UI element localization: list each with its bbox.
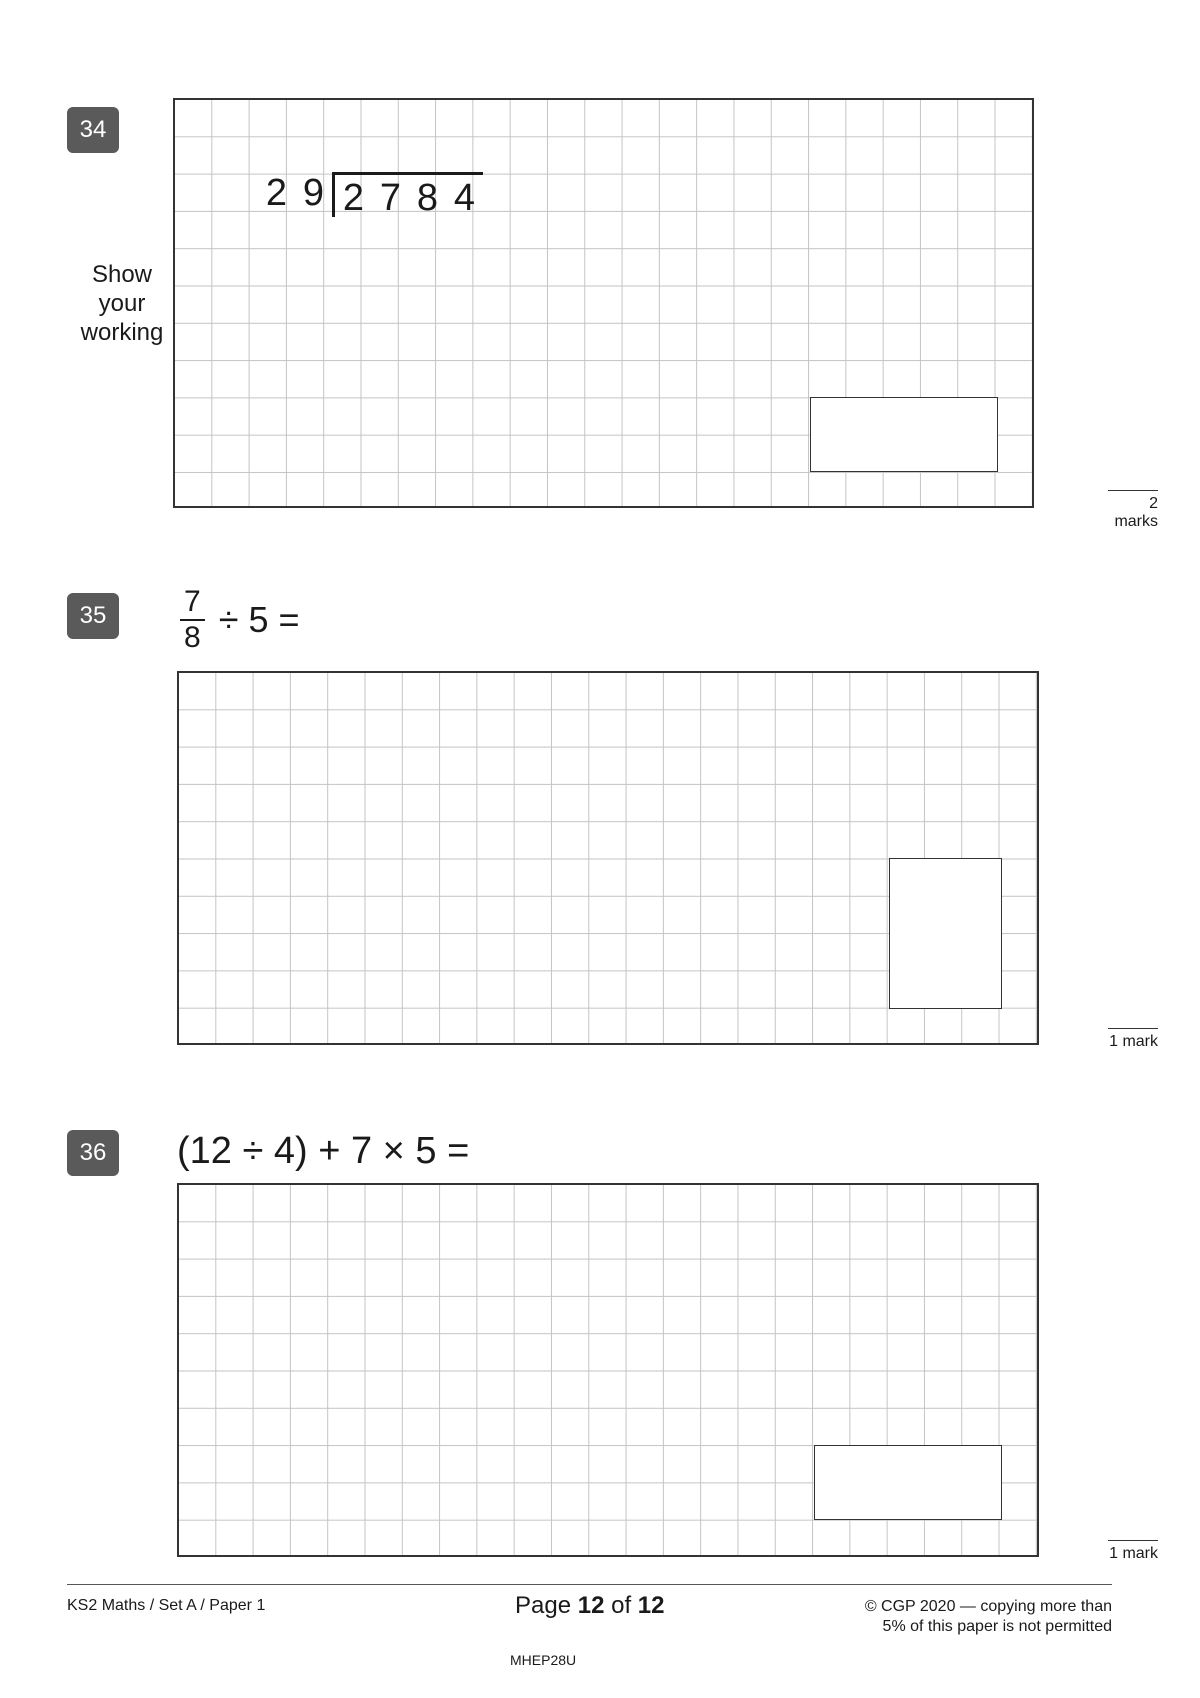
divisor-digit: 9 bbox=[302, 172, 325, 214]
question-35-expression bbox=[180, 585, 300, 655]
marks-rule bbox=[1108, 1028, 1158, 1029]
marks-34 bbox=[1102, 490, 1158, 531]
page-total: 12 bbox=[637, 1592, 665, 1619]
marks-rule bbox=[1108, 490, 1158, 491]
page-prefix: Page bbox=[515, 1592, 578, 1619]
page-current: 12 bbox=[577, 1592, 605, 1619]
marks-rule bbox=[1108, 1540, 1158, 1541]
marks-36 bbox=[1102, 1540, 1158, 1563]
marks-label: 1 mark bbox=[1109, 1545, 1158, 1562]
page-indicator bbox=[515, 1592, 664, 1620]
marks-label: 2 marks bbox=[1114, 495, 1158, 530]
dividend-digit: 7 bbox=[379, 177, 402, 219]
show-working-label bbox=[72, 260, 172, 347]
question-number-35: 35 bbox=[67, 593, 119, 639]
dividend-digit: 4 bbox=[453, 177, 476, 219]
page-of: of bbox=[604, 1592, 638, 1619]
copyright-line-2: 5% of this paper is not permitted bbox=[882, 1618, 1112, 1635]
question-36-expression: (12 ÷ 4) + 7 × 5 = bbox=[177, 1130, 470, 1172]
dividend-digit: 8 bbox=[416, 177, 439, 219]
divisor-digit: 2 bbox=[265, 172, 288, 214]
fraction-denominator: 8 bbox=[184, 621, 201, 654]
fraction-numerator: 7 bbox=[180, 585, 205, 621]
answer-box-34[interactable] bbox=[810, 397, 998, 472]
footer-paper-title: KS2 Maths / Set A / Paper 1 bbox=[67, 1597, 266, 1614]
division-bracket bbox=[332, 172, 483, 217]
expression-rest: ÷ 5 = bbox=[218, 599, 300, 640]
question-number-34: 34 bbox=[67, 107, 119, 153]
question-number-36: 36 bbox=[67, 1130, 119, 1176]
dividend-digit: 2 bbox=[342, 177, 365, 219]
paper-code: MHEP28U bbox=[510, 1652, 577, 1668]
copyright-notice bbox=[792, 1597, 1112, 1637]
answer-box-35[interactable] bbox=[889, 858, 1002, 1009]
long-division bbox=[258, 172, 483, 217]
show-working-line-1: Show bbox=[91, 261, 153, 288]
show-working-line-2: your bbox=[98, 290, 146, 317]
footer-divider bbox=[67, 1584, 1112, 1585]
fraction bbox=[180, 585, 205, 655]
show-working-line-3: working bbox=[80, 319, 164, 346]
marks-label: 1 mark bbox=[1109, 1033, 1158, 1050]
answer-box-36[interactable] bbox=[814, 1445, 1002, 1520]
copyright-line-1: © CGP 2020 — copying more than bbox=[864, 1598, 1112, 1615]
marks-35 bbox=[1102, 1028, 1158, 1051]
